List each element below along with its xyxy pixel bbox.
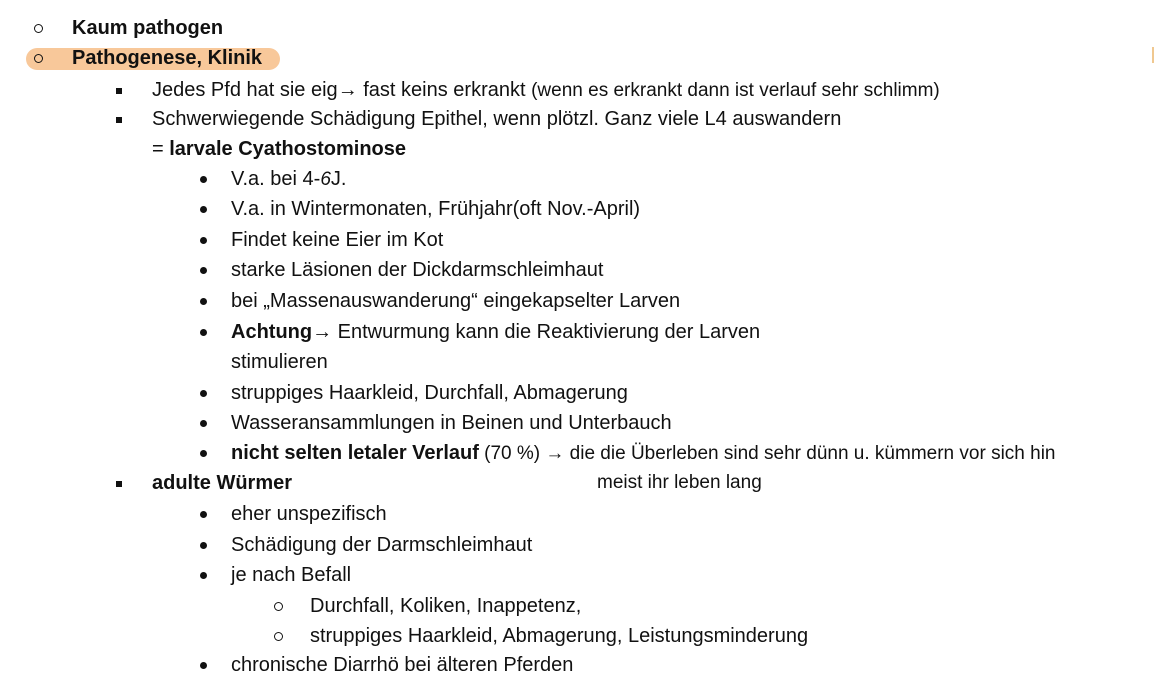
text-line: bei „Massenauswanderung“ eingekapselter Larven [231,290,681,312]
text-segment: J. [330,168,347,190]
text-segment: V.a. bei 4- [231,168,321,190]
text-line: chronische Diarrhö bei älteren Pferden [231,654,574,676]
text-line: V.a. in Wintermonaten, Frühjahr(oft Nov.-April) [231,198,641,220]
term-letaler-verlauf: nicht selten letaler Verlauf [231,442,479,464]
text-line: struppiges Haarkleid, Durchfall, Abmagerung [231,382,628,404]
dot-bullet-icon [200,561,207,589]
text-line [152,76,940,104]
arrow-icon: → [312,321,333,343]
dot-bullet-icon [200,287,207,315]
handwritten-digit: 6 [320,169,331,190]
dot-bullet-icon [200,226,207,254]
circle-bullet-icon [274,592,283,620]
circle-bullet-icon [34,14,43,42]
text-line [152,135,406,163]
dot-bullet-icon [200,256,207,284]
square-bullet-icon [116,76,122,104]
heading-adulte-wuermer: adulte Würmer [152,472,293,494]
dot-bullet-icon [200,531,207,559]
text-line: starke Läsionen der Dickdarmschleimhaut [231,259,604,281]
square-bullet-icon [116,105,122,133]
text-segment: fast keins erkrankt [357,79,532,101]
dot-bullet-icon [200,500,207,528]
text-line [231,165,346,193]
text-line: Schädigung der Darmschleimhaut [231,534,533,556]
dot-bullet-icon [200,409,207,437]
dot-bullet-icon [200,439,207,467]
dot-bullet-icon [200,318,207,346]
text-segment: Jedes Pfd hat sie eig [152,79,338,101]
text-line: je nach Befall [231,564,352,586]
circle-bullet-icon [34,44,43,72]
text-line: stimulieren [231,351,328,373]
term-larvale-cyathostominose: larvale Cyathostominose [169,138,406,160]
text-segment: Entwurmung kann die Reaktivierung der Larven [332,321,761,343]
dot-bullet-icon [200,379,207,407]
circle-bullet-icon [274,622,283,650]
heading-pathogenese-klinik: Pathogenese, Klinik [72,47,263,69]
annotation-text: (70 %) → die die Überleben sind sehr dünn u. kümmern vor sich hin [478,443,1056,464]
annotation-text: meist ihr leben lang [597,472,762,493]
dot-bullet-icon [200,195,207,223]
text-line: struppiges Haarkleid, Abmagerung, Leistungsminderung [310,625,809,647]
text-line: eher unspezifisch [231,503,387,525]
dot-bullet-icon [200,651,207,679]
heading-kaum-pathogen: Kaum pathogen [72,17,224,39]
text-line: Findet keine Eier im Kot [231,229,444,251]
text-line: Schwerwiegende Schädigung Epithel, wenn plötzl. Ganz viele L4 auswandern [152,108,842,130]
square-bullet-icon [116,469,122,497]
arrow-icon: → [337,79,358,101]
text-line [231,439,1056,467]
text-line [231,318,760,346]
text-segment: = [152,138,170,160]
annotation-text: (wenn es erkrankt dann ist verlauf sehr schlimm) [531,80,940,101]
term-achtung: Achtung [231,321,313,343]
margin-marker [1152,47,1154,63]
text-line: Durchfall, Koliken, Inappetenz, [310,595,582,617]
dot-bullet-icon [200,165,207,193]
text-line: Wasseransammlungen in Beinen und Unterbauch [231,412,672,434]
